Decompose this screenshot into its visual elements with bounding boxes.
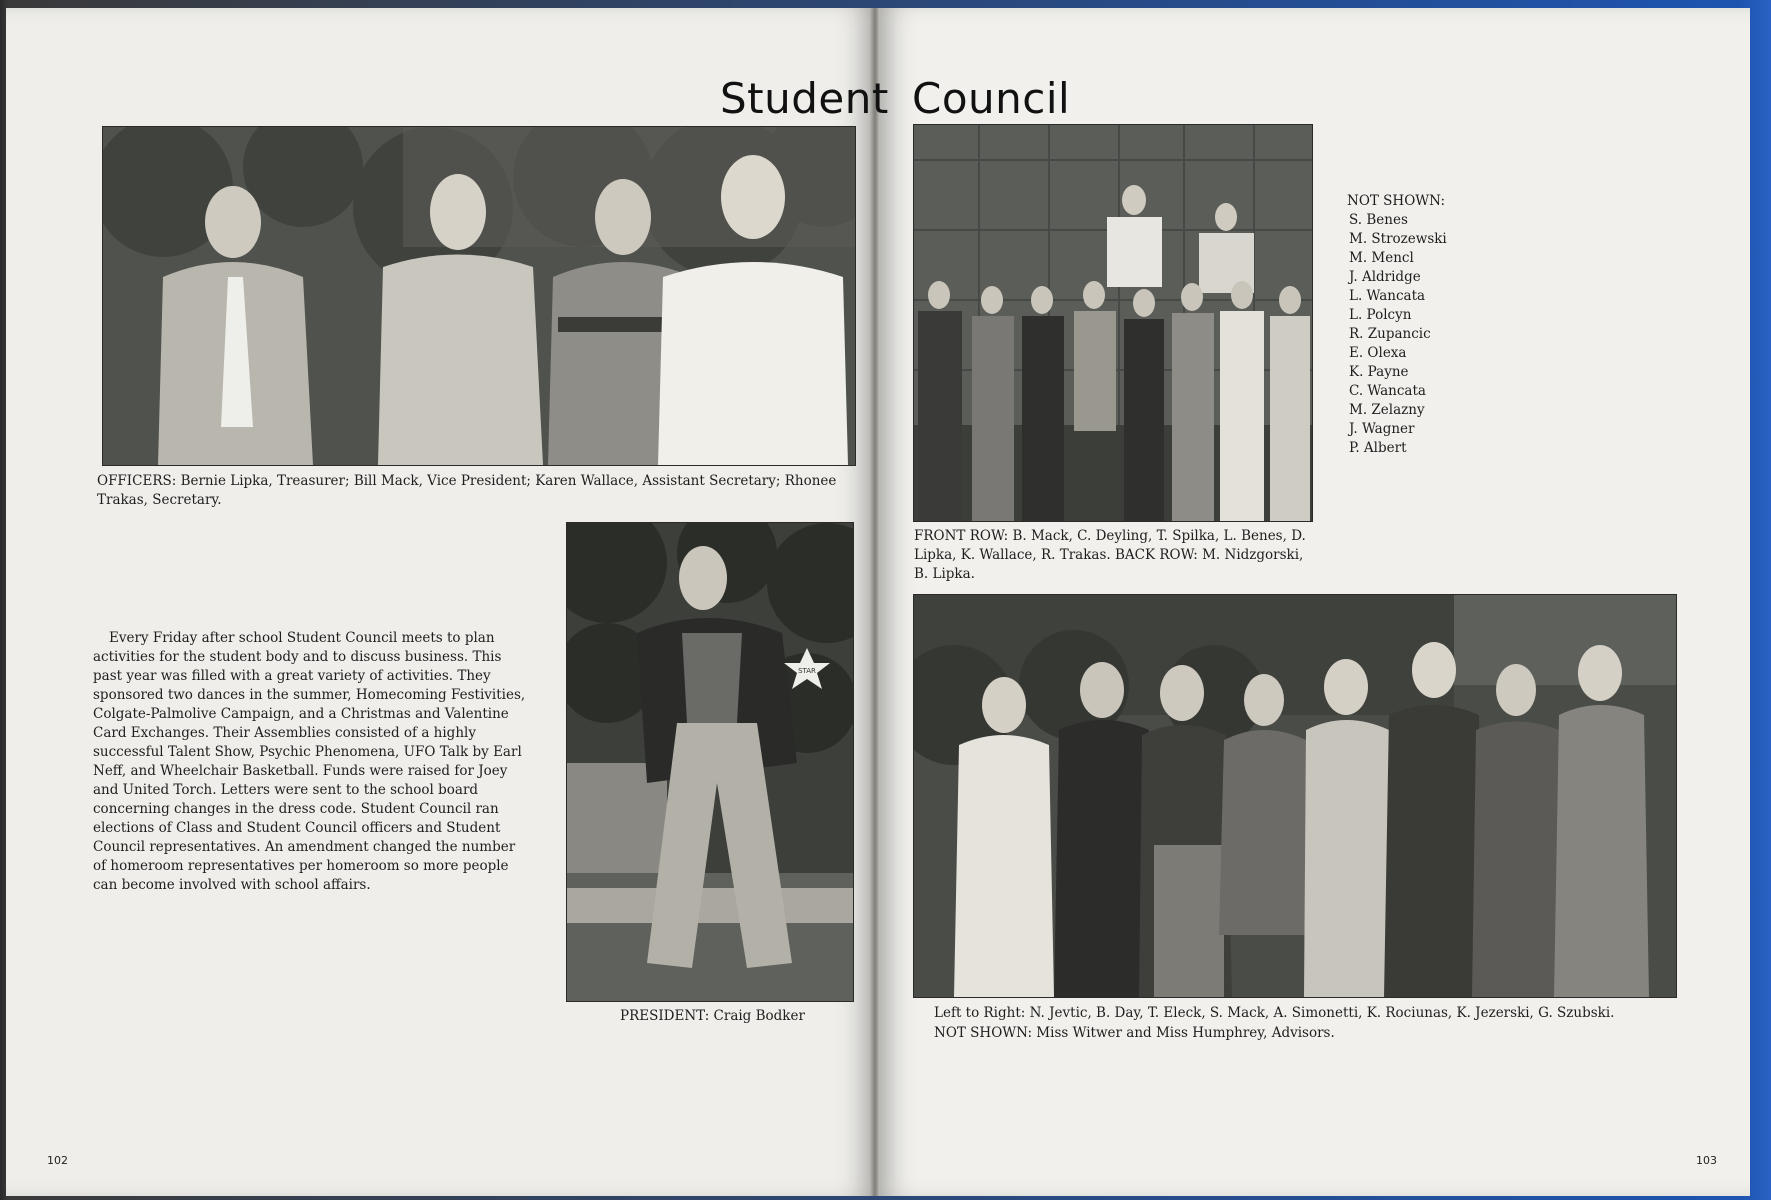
title-student: Student [720, 74, 889, 123]
representatives-photo [913, 594, 1677, 998]
president-caption: PRESIDENT: Craig Bodker [620, 1008, 805, 1024]
not-shown-name: C. Wancata [1349, 383, 1426, 399]
not-shown-name: J. Aldridge [1349, 269, 1421, 285]
not-shown-name: R. Zupancic [1349, 326, 1431, 342]
president-photo [566, 522, 854, 1002]
representatives-caption-line2: NOT SHOWN: Miss Witwer and Miss Humphrey, Advisors. [934, 1025, 1335, 1041]
page-number-right: 103 [1696, 1154, 1717, 1167]
not-shown-name: L. Wancata [1349, 288, 1426, 304]
not-shown-name: M. Strozewski [1349, 231, 1447, 247]
not-shown-name: S. Benes [1349, 212, 1408, 228]
not-shown-name: L. Polcyn [1349, 307, 1412, 323]
not-shown-heading: NOT SHOWN: [1347, 193, 1446, 209]
not-shown-name: M. Mencl [1349, 250, 1414, 266]
officers-photo [102, 126, 856, 466]
not-shown-name: M. Zelazny [1349, 402, 1425, 418]
officers-caption: OFFICERS: Bernie Lipka, Treasurer; Bill Mack, Vice President; Karen Wallace, Assistant Secretary; Rhonee Trakas, Secretary. [97, 473, 837, 508]
not-shown-name: E. Olexa [1349, 345, 1407, 361]
page-number-left: 102 [47, 1154, 68, 1167]
not-shown-list [1347, 192, 1447, 458]
group-photo [913, 124, 1313, 522]
book-gutter [870, 8, 880, 1196]
title-council: Council [912, 74, 1071, 123]
star-badge-text: STAR [798, 667, 816, 675]
group-caption: FRONT ROW: B. Mack, C. Deyling, T. Spilka, L. Benes, D. Lipka, K. Wallace, R. Trakas. BACK ROW: M. Nidzgorski, B. Lipka. [914, 528, 1306, 582]
not-shown-name: J. Wagner [1349, 421, 1415, 437]
body-paragraph: Every Friday after school Student Council meets to plan activities for the student body and to discuss business. This past year was filled with a great variety of activities. They sponsored two dances in the summer, Homecoming Festivities, Colgate-Palmolive Campaign, and a Christmas and Valentine Card Exchanges. Their Assemblies consisted of a highly successful Talent Show, Psychic Phenomena, UFO Talk by Earl Neff, and Wheelchair Basketball. Funds were raised for Joey and United Torch. Letters were sent to the school board concerning changes in the dress code. Student Council ran elections of Class and Student Council officers and Student Council representatives. An amendment changed the number of homeroom representatives per homeroom so more people can become involved with school affairs. [93, 630, 526, 893]
representatives-caption-line1: Left to Right: N. Jevtic, B. Day, T. Eleck, S. Mack, A. Simonetti, K. Rociunas, K. Jezerski, G. Szubski. [934, 1005, 1615, 1021]
not-shown-name: P. Albert [1349, 440, 1407, 456]
not-shown-name: K. Payne [1349, 364, 1409, 380]
